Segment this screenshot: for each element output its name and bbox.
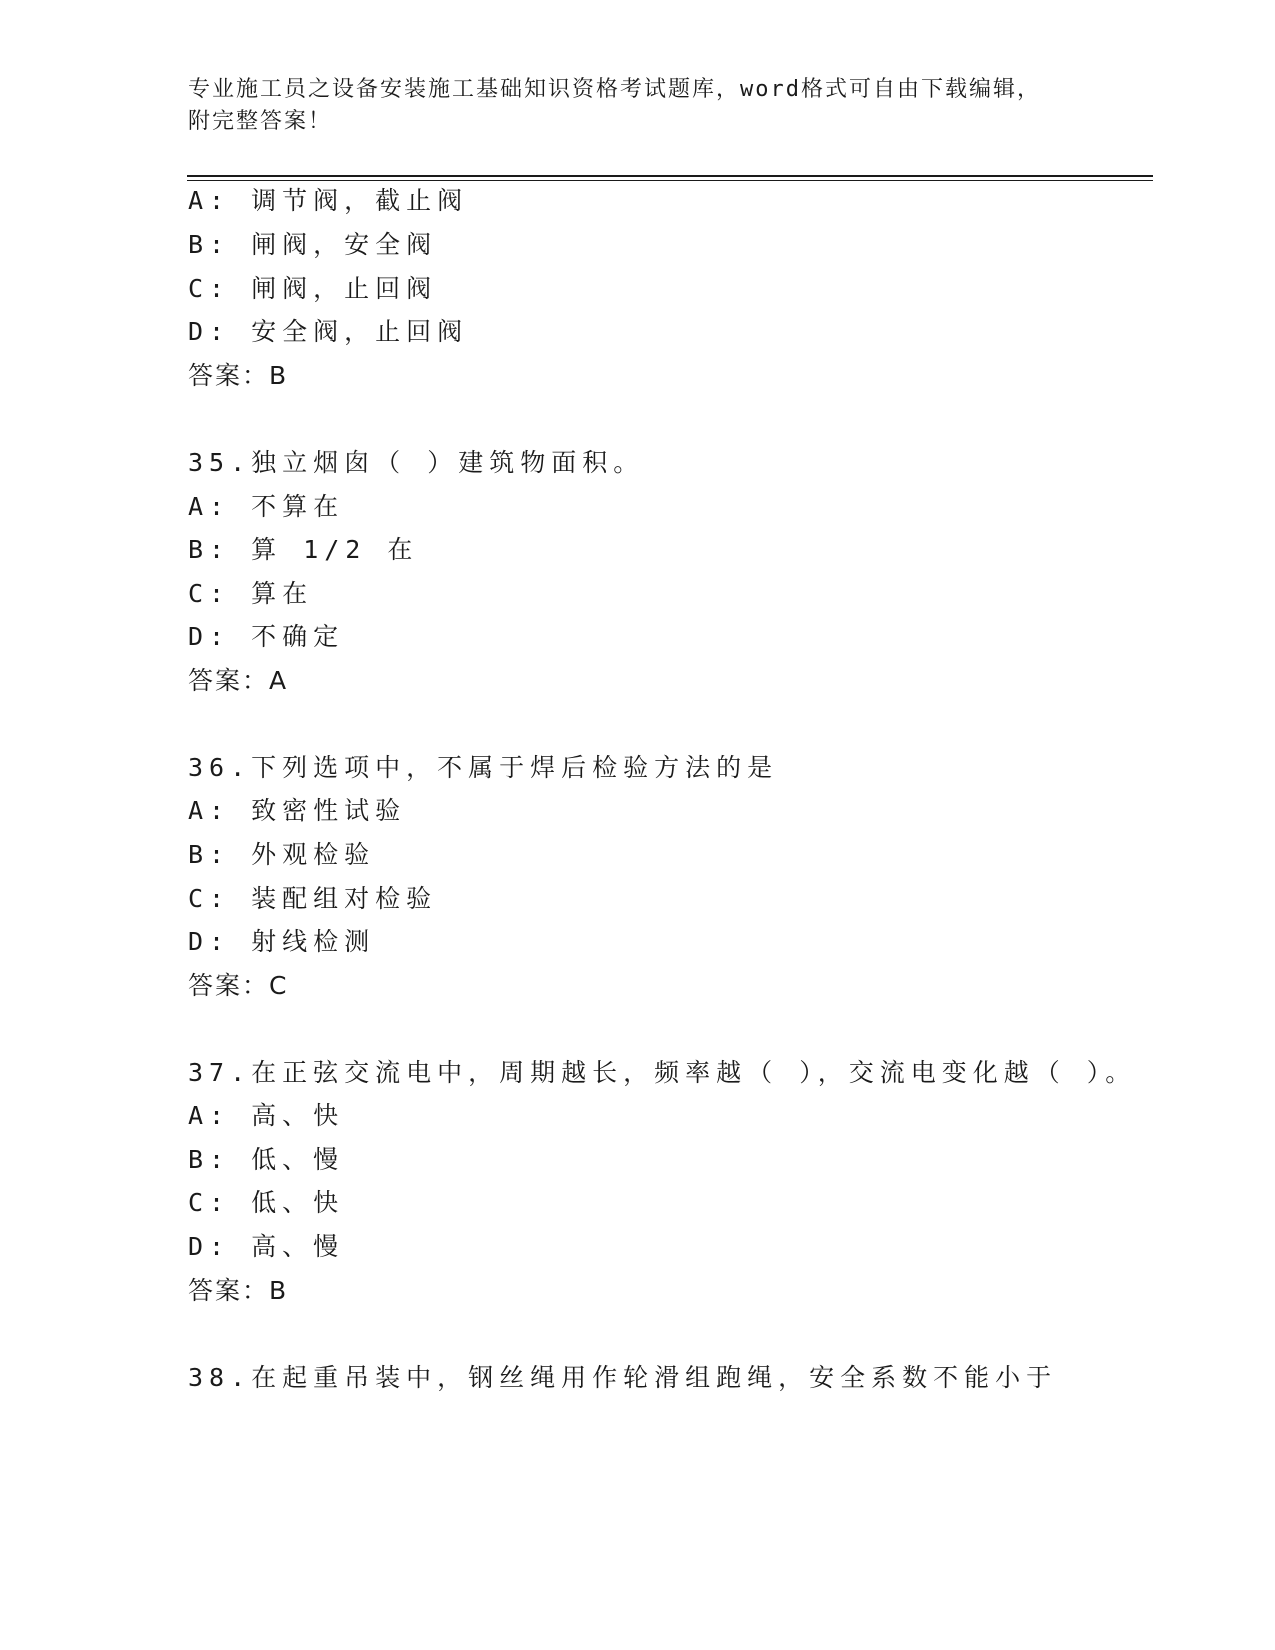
header-divider-thin (187, 180, 1153, 181)
option-c: C: 闸阀，止回阀 (188, 274, 438, 303)
question-stem: 35.独立烟囱（ ）建筑物面积。 (188, 448, 645, 477)
option-c: C: 低、快 (188, 1188, 345, 1217)
option-b: B: 低、慢 (188, 1145, 345, 1174)
header-title-line-1: 专业施工员之设备安装施工基础知识资格考试题库，word格式可自由下载编辑， (188, 77, 1041, 102)
option-a: A: 致密性试验 (188, 796, 407, 825)
question-stem: 38.在起重吊装中，钢丝绳用作轮滑组跑绳，安全系数不能小于 (188, 1363, 1058, 1392)
option-b: B: 外观检验 (188, 840, 376, 869)
option-b: B: 闸阀，安全阀 (188, 230, 438, 259)
answer-line: 答案：B (188, 361, 289, 390)
answer-line: 答案：A (188, 666, 289, 695)
header-title-line-2: 附完整答案！ (188, 109, 333, 134)
option-a: A: 调节阀，截止阀 (188, 186, 469, 215)
question-stem: 36.下列选项中，不属于焊后检验方法的是 (188, 753, 779, 782)
header-divider-thick (187, 175, 1153, 177)
answer-line: 答案：B (188, 1276, 289, 1305)
document-header (188, 74, 1088, 138)
option-c: C: 装配组对检验 (188, 884, 438, 913)
option-a: A: 不算在 (188, 492, 345, 521)
answer-line: 答案：C (188, 971, 289, 1000)
option-a: A: 高、快 (188, 1101, 345, 1130)
option-d: D: 高、慢 (188, 1232, 345, 1261)
option-d: D: 不确定 (188, 622, 345, 651)
option-b: B: 算 1/2 在 (188, 535, 419, 564)
option-d: D: 安全阀，止回阀 (188, 317, 469, 346)
option-c: C: 算在 (188, 579, 314, 608)
option-d: D: 射线检测 (188, 927, 376, 956)
question-stem: 37.在正弦交流电中，周期越长，频率越（ ），交流电变化越（ ）。 (188, 1058, 1137, 1087)
